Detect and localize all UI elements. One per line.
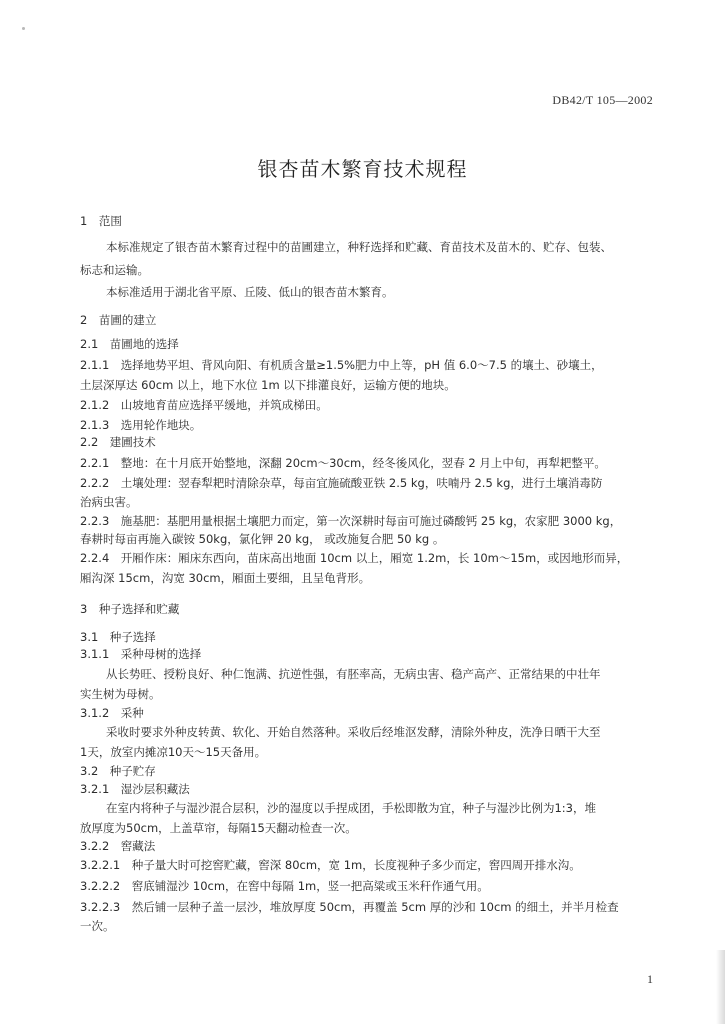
clause-line: 3.2.2.2 窖底铺湿沙 10cm，在窖中每隔 1m，竖一把高粱或玉米秆作通气用。 [80, 879, 489, 893]
page-number: 1 [647, 972, 653, 986]
clause-line: 3.2.2.3 然后铺一层种子盖一层沙，堆放厚度 50cm，再覆盖 5cm 厚的沙和 10cm 的细土，并半月检查 [80, 900, 619, 914]
clause-line: 2.2.1 整地：在十月底开始整地，深翻 20cm～30cm，经冬後风化，翌春 2 月上中旬，再犁耙整平。 [80, 456, 606, 470]
paragraph-line: 在室内将种子与湿沙混合层积，沙的湿度以手捏成团，手松即散为宜，种子与湿沙比例为1:3，堆 [106, 801, 597, 815]
clause-line: 春耕时每亩再施入碳铵 50kg，氯化钾 20 kg， 或改施复合肥 50 kg 。 [80, 532, 445, 546]
standard-code: DB42/T 105—2002 [552, 93, 653, 107]
subsection-heading: 2.1 苗圃地的选择 [80, 337, 179, 351]
paragraph-line: 本标准适用于湖北省平原、丘陵、低山的银杏苗木繁育。 [106, 285, 394, 299]
subsection-heading: 3.1.2 采种 [80, 706, 144, 720]
paragraph-line: 从长势旺、授粉良好、种仁饱满、抗逆性强，有胚率高，无病虫害、稳产高产、正常结果的中壮年 [106, 667, 601, 681]
paragraph-line: 采收时要求外种皮转黄、软化、开始自然落种。采收后经堆沤发酵，清除外种皮，洗净日晒干大至 [106, 725, 601, 739]
clause-line: 2.2.2 土壤处理：翌春犁耙时清除杂草，每亩宜施硫酸亚铁 2.5 kg，呋喃丹 2.5 kg，进行土壤消毒防 [80, 476, 603, 490]
clause-line: 一次。 [80, 919, 115, 933]
clause-line: 治病虫害。 [80, 495, 138, 509]
section-heading: 1 范围 [80, 214, 122, 228]
paragraph-line: 1天，放室内摊凉10天～15天备用。 [80, 745, 267, 759]
scan-speck [22, 27, 25, 30]
section-heading: 3 种子选择和贮藏 [80, 602, 180, 616]
paragraph-line: 实生树为母树。 [80, 687, 161, 701]
clause-line: 厢沟深 15cm，沟宽 30cm，厢面土要细，且呈龟背形。 [80, 571, 371, 585]
subsection-heading: 3.2.1 湿沙层积藏法 [80, 782, 190, 796]
subsection-heading: 3.2.2 窖藏法 [80, 839, 156, 853]
subsection-heading: 3.1 种子选择 [80, 630, 156, 644]
document-title: 银杏苗木繁育技术规程 [257, 157, 468, 181]
page-edge-shadow [716, 950, 725, 1024]
clause-line: 3.2.2.1 种子量大时可挖窖贮藏，窖深 80cm，宽 1m，长度视种子多少而定，窖四周开排水沟。 [80, 858, 581, 872]
subsection-heading: 3.1.1 采种母树的选择 [80, 647, 202, 661]
subsection-heading: 2.2 建圃技术 [80, 435, 156, 449]
paragraph-line: 标志和运输。 [80, 263, 149, 277]
clause-line: 2.1.2 山坡地育苗应选择平缓地，并筑成梯田。 [80, 398, 328, 412]
clause-line: 2.1.3 选用轮作地块。 [80, 418, 202, 432]
clause-line: 2.1.1 选择地势平坦、背风向阳、有机质含量≥1.5%肥力中上等，pH 值 6.0～7.5 的壤土、砂壤土， [80, 358, 603, 372]
clause-line: 土层深厚达 60cm 以上，地下水位 1m 以下排灌良好，运输方便的地块。 [80, 378, 456, 392]
paragraph-line: 本标准规定了银杏苗木繁育过程中的苗圃建立，种籽选择和贮藏、育苗技术及苗木的、贮存、包装、 [106, 240, 612, 254]
clause-line: 2.2.4 开厢作床：厢床东西向，苗床高出地面 10cm 以上，厢宽 1.2m，长 10m～15m，或因地形而异， [80, 551, 629, 565]
clause-line: 2.2.3 施基肥：基肥用量根据土壤肥力而定，第一次深耕时每亩可施过磷酸钙 25 kg，农家肥 3000 kg， [80, 514, 622, 528]
subsection-heading: 3.2 种子贮存 [80, 764, 156, 778]
section-heading: 2 苗圃的建立 [80, 313, 157, 327]
paragraph-line: 放厚度为50cm，上盖草帘，每隔15天翻动检查一次。 [80, 821, 357, 835]
